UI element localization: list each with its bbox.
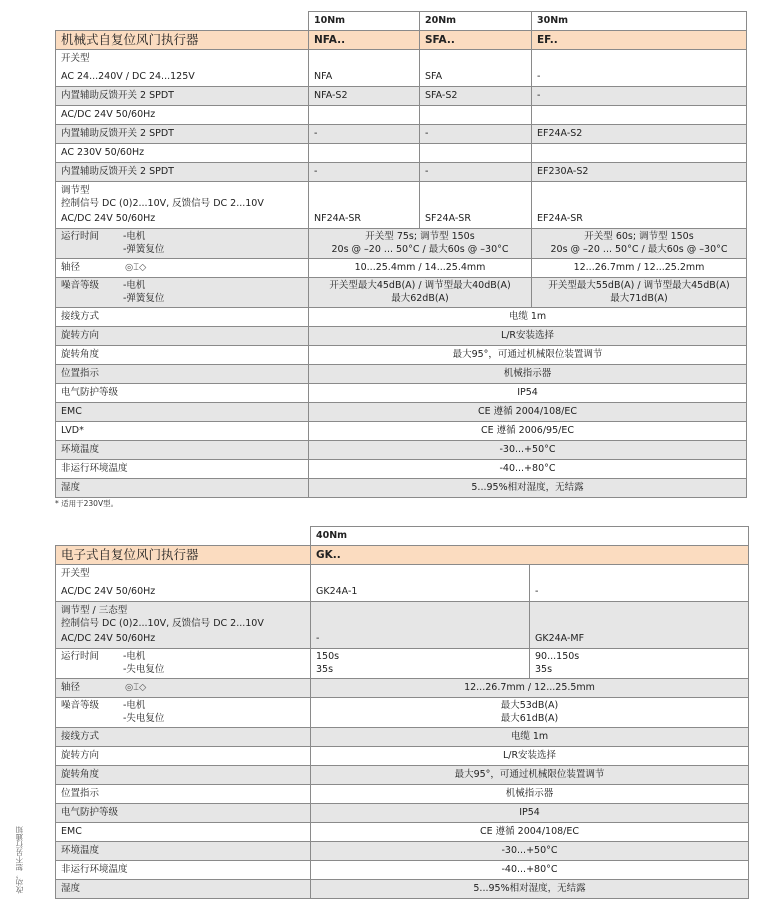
row-label — [56, 365, 309, 384]
table-row — [56, 182, 747, 229]
value-line — [314, 106, 414, 124]
value-cell — [420, 125, 532, 144]
title-row — [56, 31, 747, 50]
value-cell — [311, 565, 530, 602]
value-cell — [309, 182, 420, 229]
row-label-line: 内置辅助反馈开关 2 SPDT — [61, 166, 174, 177]
row-sublabels — [123, 650, 164, 676]
value-line: 最大53dB(A) — [500, 700, 559, 711]
value-cell — [309, 50, 420, 87]
value-cell — [532, 229, 747, 259]
row-label — [56, 106, 309, 125]
value-cell — [309, 327, 747, 346]
value-line: - — [425, 166, 429, 177]
value-cell — [530, 649, 749, 679]
value-cell — [532, 278, 747, 308]
value-line: CE 遵循 2006/95/EC — [481, 425, 574, 436]
value-cell — [311, 728, 749, 747]
row-sublabel: -电机 — [123, 280, 146, 291]
value-line: EF230A-S2 — [537, 166, 589, 177]
row-label-line: EMC — [61, 406, 82, 417]
row-label-line: LVD* — [61, 425, 84, 436]
row-label — [56, 698, 311, 728]
row-label-line: 接线方式 — [61, 311, 100, 322]
value-cell — [309, 422, 747, 441]
table-title: 机械式自复位风门执行器 — [56, 31, 309, 50]
table-row — [56, 278, 747, 308]
value-line: NF24A-SR — [314, 213, 362, 224]
value-cell — [311, 766, 749, 785]
row-label-line: 位置指示 — [61, 788, 100, 799]
value-line: - — [425, 128, 429, 139]
row-label — [56, 880, 311, 899]
value-line: - — [537, 90, 541, 101]
empty-corner — [56, 527, 311, 546]
row-label-line: 接线方式 — [61, 731, 100, 742]
table-row — [56, 880, 749, 899]
value-line: - — [314, 166, 318, 177]
value-line: - — [535, 586, 539, 597]
table-row — [56, 679, 749, 698]
row-label — [56, 308, 309, 327]
row-label-group — [61, 650, 305, 676]
value-line: 机械指示器 — [505, 788, 554, 799]
value-line: GK24A-1 — [316, 586, 358, 597]
row-label-line: 开关型 — [61, 568, 90, 579]
table-row — [56, 823, 749, 842]
value-cell — [311, 861, 749, 880]
value-cell — [309, 163, 420, 182]
torque-header: 20Nm — [420, 12, 532, 31]
table-row — [56, 327, 747, 346]
value-line: L/R安装选择 — [500, 330, 555, 341]
table-row — [56, 346, 747, 365]
table-row — [56, 50, 747, 87]
value-cell — [309, 460, 747, 479]
value-line: 90...150s — [535, 651, 580, 662]
row-label — [56, 125, 309, 144]
row-label — [56, 861, 311, 880]
value-cell — [532, 87, 747, 106]
row-label — [56, 346, 309, 365]
value-line: 20s @ –20 ... 50°C / 最大60s @ –30°C — [331, 244, 509, 255]
value-cell — [309, 106, 420, 125]
value-cell — [311, 842, 749, 861]
torque-header: 40Nm — [311, 527, 749, 546]
row-label — [56, 565, 311, 602]
row-label-line: 电气防护等级 — [61, 387, 119, 398]
torque-header-row — [56, 12, 747, 31]
table-row — [56, 479, 747, 498]
value-line: 20s @ –20 ... 50°C / 最大60s @ –30°C — [550, 244, 728, 255]
row-label-line: 控制信号 DC (0)2...10V, 反馈信号 DC 2...10V — [61, 618, 264, 629]
value-cell — [311, 804, 749, 823]
value-line: -40...+80°C — [501, 864, 558, 875]
row-label-group — [61, 230, 303, 256]
table-row — [56, 308, 747, 327]
row-label — [56, 327, 309, 346]
value-line: 电缆 1m — [508, 311, 547, 322]
row-label-line: 调节型 — [61, 185, 90, 196]
row-label-group — [61, 279, 303, 305]
row-label — [56, 728, 311, 747]
row-sublabels — [123, 230, 164, 256]
value-line: EF24A-SR — [537, 213, 583, 224]
row-label-main: 运行时间 — [61, 651, 100, 662]
value-line: GK24A-MF — [535, 633, 585, 644]
row-label — [56, 403, 309, 422]
row-label — [56, 259, 309, 278]
torque-header-row — [56, 527, 749, 546]
shaft-round-square-icon: ◎⌶◇ — [125, 682, 147, 693]
row-label — [56, 182, 309, 229]
row-label-line: AC/DC 24V 50/60Hz — [61, 586, 156, 597]
row-label — [56, 278, 309, 308]
row-sublabel: -失电复位 — [123, 664, 165, 675]
value-cell — [311, 602, 530, 649]
value-cell — [420, 50, 532, 87]
value-cell — [420, 163, 532, 182]
row-sublabel: -弹簧复位 — [123, 293, 165, 304]
row-label-line: 调节型 / 三态型 — [61, 605, 128, 616]
series-name: SFA.. — [420, 31, 532, 50]
row-label — [56, 460, 309, 479]
table-row — [56, 698, 749, 728]
value-cell — [309, 278, 532, 308]
value-line: EF24A-S2 — [537, 128, 583, 139]
row-label — [56, 766, 311, 785]
value-cell — [309, 479, 747, 498]
value-line: -30...+50°C — [501, 845, 558, 856]
row-label-group — [61, 699, 305, 725]
row-sublabels — [123, 279, 164, 305]
value-line — [537, 144, 741, 162]
table-title: 电子式自复位风门执行器 — [56, 546, 311, 565]
value-cell — [309, 229, 532, 259]
row-sublabel: -弹簧复位 — [123, 244, 165, 255]
table-row — [56, 106, 747, 125]
value-line: 10...25.4mm / 14...25.4mm — [354, 262, 486, 273]
row-label-line: 内置辅助反馈开关 2 SPDT — [61, 90, 174, 101]
mechanical-actuator-spec-table — [55, 11, 747, 498]
value-cell — [309, 259, 532, 278]
row-label-group — [61, 679, 305, 697]
value-line: 150s — [316, 651, 340, 662]
row-label-line: 环境温度 — [61, 444, 100, 455]
table-row — [56, 565, 749, 602]
row-label — [56, 823, 311, 842]
row-label-line: EMC — [61, 826, 82, 837]
value-line: 35s — [535, 664, 553, 675]
row-label-line: 湿度 — [61, 482, 81, 493]
value-cell — [532, 125, 747, 144]
table-row — [56, 785, 749, 804]
value-line: IP54 — [519, 807, 540, 818]
row-label — [56, 602, 311, 649]
row-sublabels — [123, 699, 164, 725]
table-row — [56, 766, 749, 785]
value-line: IP54 — [517, 387, 538, 398]
row-label-line: AC/DC 24V 50/60Hz — [61, 109, 156, 120]
value-line: SFA — [425, 71, 443, 82]
row-label-line: 旋转角度 — [61, 349, 100, 360]
table-row — [56, 861, 749, 880]
row-label-line: 开关型 — [61, 53, 90, 64]
value-line: SFA-S2 — [425, 90, 458, 101]
value-cell — [309, 144, 420, 163]
series-name: EF.. — [532, 31, 747, 50]
electronic-actuator-spec-table — [55, 526, 749, 899]
value-line: NFA — [314, 71, 333, 82]
row-label — [56, 649, 311, 679]
table-row — [56, 728, 749, 747]
value-cell — [311, 698, 749, 728]
value-line — [314, 144, 414, 162]
row-label-line: 非运行环境温度 — [61, 864, 128, 875]
value-line: 12...26.7mm / 12...25.5mm — [464, 682, 595, 693]
row-label-line: AC/DC 24V 50/60Hz — [61, 213, 156, 224]
row-label — [56, 785, 311, 804]
series-name: GK.. — [311, 546, 749, 565]
row-label — [56, 50, 309, 87]
value-line: 5...95%相对湿度，无结露 — [473, 883, 586, 894]
value-cell — [420, 182, 532, 229]
row-label — [56, 804, 311, 823]
row-label-main: 运行时间 — [61, 231, 100, 242]
table-row — [56, 144, 747, 163]
value-cell — [309, 384, 747, 403]
value-cell — [532, 144, 747, 163]
value-line: 最大95°，可通过机械限位装置调节 — [452, 349, 603, 360]
empty-corner — [56, 12, 309, 31]
value-cell — [532, 182, 747, 229]
row-label-line: 控制信号 DC (0)2...10V, 反馈信号 DC 2...10V — [61, 198, 264, 209]
row-label-main: 轴径 — [61, 262, 81, 273]
value-line: 最大62dB(A) — [391, 293, 449, 304]
table-row — [56, 422, 747, 441]
row-label — [56, 163, 309, 182]
row-label — [56, 479, 309, 498]
value-cell — [532, 259, 747, 278]
row-label — [56, 679, 311, 698]
table-row — [56, 602, 749, 649]
value-line: SF24A-SR — [425, 213, 471, 224]
row-sublabel: -电机 — [123, 651, 146, 662]
table-row — [56, 229, 747, 259]
value-line: 35s — [316, 664, 334, 675]
table-row — [56, 747, 749, 766]
value-line: 开关型最大45dB(A) / 调节型最大40dB(A) — [329, 280, 511, 291]
table-row — [56, 804, 749, 823]
value-cell — [311, 747, 749, 766]
value-line: 电缆 1m — [510, 731, 549, 742]
row-sublabels — [123, 259, 146, 277]
value-cell — [420, 106, 532, 125]
value-cell — [309, 87, 420, 106]
table-row — [56, 842, 749, 861]
value-cell — [309, 308, 747, 327]
value-line: 最大71dB(A) — [610, 293, 668, 304]
row-label-line: 位置指示 — [61, 368, 100, 379]
row-label-main: 轴径 — [61, 682, 81, 693]
value-line: 12...26.7mm / 12...25.2mm — [573, 262, 705, 273]
value-cell — [311, 880, 749, 899]
value-cell — [311, 823, 749, 842]
row-label — [56, 384, 309, 403]
value-line: CE 遵循 2004/108/EC — [477, 406, 578, 417]
value-line: 最大61dB(A) — [500, 713, 559, 724]
value-cell — [420, 144, 532, 163]
value-cell — [311, 785, 749, 804]
table-row — [56, 649, 749, 679]
side-note: 改动，恕不另行通知 — [15, 826, 24, 894]
table-row — [56, 460, 747, 479]
row-label-line: 旋转方向 — [61, 750, 100, 761]
table-row — [56, 125, 747, 144]
row-label — [56, 747, 311, 766]
value-line — [425, 144, 526, 162]
table-row — [56, 87, 747, 106]
shaft-round-square-icon: ◎⌶◇ — [125, 262, 147, 273]
row-label-line: 电气防护等级 — [61, 807, 119, 818]
table-row — [56, 259, 747, 278]
value-cell — [311, 649, 530, 679]
value-cell — [532, 163, 747, 182]
value-cell — [530, 602, 749, 649]
value-cell — [309, 346, 747, 365]
row-label-line: 湿度 — [61, 883, 81, 894]
value-cell — [420, 87, 532, 106]
value-line — [537, 106, 741, 124]
value-cell — [311, 679, 749, 698]
value-line — [425, 106, 526, 124]
value-cell — [532, 50, 747, 87]
value-line: NFA-S2 — [314, 90, 348, 101]
series-name: NFA.. — [309, 31, 420, 50]
row-sublabel: -失电复位 — [123, 713, 165, 724]
table-row — [56, 365, 747, 384]
row-label-line: 旋转方向 — [61, 330, 100, 341]
row-sublabel: -电机 — [123, 700, 146, 711]
value-line: 开关型 60s; 调节型 150s — [584, 231, 694, 242]
value-line: 最大95°，可通过机械限位装置调节 — [454, 769, 605, 780]
row-label — [56, 144, 309, 163]
value-cell — [309, 403, 747, 422]
row-label-line: AC 24...240V / DC 24...125V — [61, 71, 195, 82]
row-sublabel: -电机 — [123, 231, 146, 242]
row-label-group — [61, 259, 303, 277]
title-row — [56, 546, 749, 565]
footnote: * 适用于230V型。 — [55, 499, 119, 508]
value-line: - — [314, 128, 318, 139]
torque-header: 10Nm — [309, 12, 420, 31]
row-label-main: 噪音等级 — [61, 280, 100, 291]
row-label-line: AC 230V 50/60Hz — [61, 147, 145, 158]
torque-header: 30Nm — [532, 12, 747, 31]
row-label — [56, 87, 309, 106]
row-label-line: 旋转角度 — [61, 769, 100, 780]
value-cell — [530, 565, 749, 602]
row-label — [56, 842, 311, 861]
value-line: - — [316, 633, 320, 644]
table-row — [56, 384, 747, 403]
value-line: CE 遵循 2004/108/EC — [479, 826, 580, 837]
row-label — [56, 229, 309, 259]
row-sublabels — [123, 679, 146, 697]
value-line: -40...+80°C — [499, 463, 556, 474]
table-row — [56, 441, 747, 460]
value-line: L/R安装选择 — [502, 750, 557, 761]
row-label-line: AC/DC 24V 50/60Hz — [61, 633, 156, 644]
row-label-line: 内置辅助反馈开关 2 SPDT — [61, 128, 174, 139]
value-cell — [532, 106, 747, 125]
row-label-line: 环境温度 — [61, 845, 100, 856]
value-line: -30...+50°C — [499, 444, 556, 455]
row-label — [56, 422, 309, 441]
value-cell — [309, 365, 747, 384]
value-cell — [309, 441, 747, 460]
value-line: 开关型最大55dB(A) / 调节型最大45dB(A) — [548, 280, 730, 291]
row-label-line: 非运行环境温度 — [61, 463, 128, 474]
table-row — [56, 403, 747, 422]
value-line: - — [537, 71, 541, 82]
row-label — [56, 441, 309, 460]
table-row — [56, 163, 747, 182]
value-line: 机械指示器 — [503, 368, 552, 379]
value-cell — [309, 125, 420, 144]
value-line: 开关型 75s; 调节型 150s — [365, 231, 475, 242]
value-line: 5...95%相对湿度，无结露 — [471, 482, 584, 493]
row-label-main: 噪音等级 — [61, 700, 100, 711]
